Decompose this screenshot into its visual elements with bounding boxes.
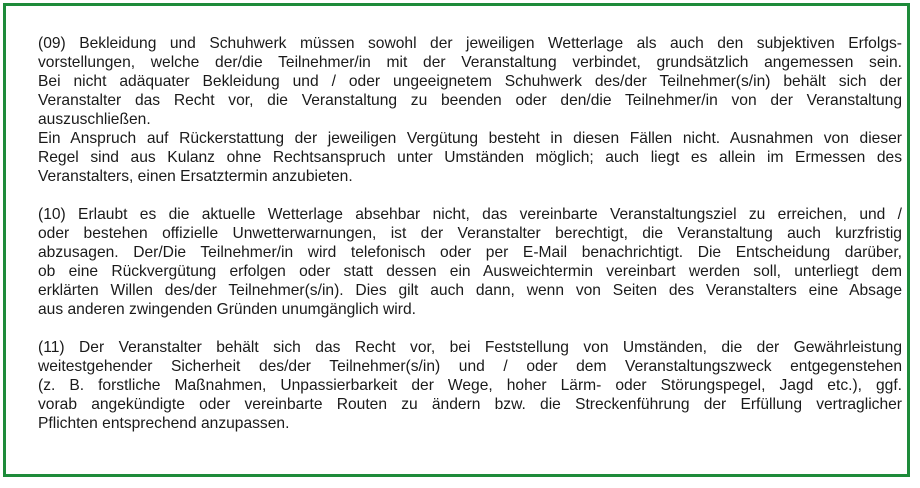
paragraph-line: auszuschließen. — [38, 111, 151, 128]
paragraph-line: weitestgehender Sicherheit des/der Teilnehmer(s/in) und / oder dem Veranstaltungszweck entgegenstehen — [38, 358, 902, 375]
paragraph-line: (10) Erlaubt es die aktuelle Wetterlage absehbar nicht, das vereinbarte Veranstaltungsziel zu erreichen, und / — [38, 206, 902, 223]
paragraph-line: Veranstalters, einen Ersatztermin anzubieten. — [38, 168, 353, 185]
paragraph-line: Veranstalter das Recht vor, die Veranstaltung zu beenden oder den/die Teilnehmer/in von der Veranstaltung — [38, 92, 902, 109]
paragraph-line: Bei nicht adäquater Bekleidung und / oder ungeeignetem Schuhwerk des/der Teilnehmer(s/in) behält sich der — [38, 73, 902, 90]
paragraph-line: (09) Bekleidung und Schuhwerk müssen sowohl der jeweiligen Wetterlage als auch den subjektiven Erfolgs- — [38, 35, 902, 52]
paragraph-line: oder bestehen offizielle Unwetterwarnungen, ist der Veranstalter berechtigt, die Veranstaltung auch kurzfristig — [38, 225, 902, 242]
paragraph-line: Regel sind aus Kulanz ohne Rechtsanspruch unter Umständen möglich; auch liegt es allein im Ermessen des — [38, 149, 902, 166]
paragraph-line: (z. B. forstliche Maßnahmen, Unpassierbarkeit der Wege, hoher Lärm- oder Störungspegel, Jagd etc.), ggf. — [38, 377, 902, 394]
paragraph-line: vorab angekündigte oder vereinbarte Routen zu ändern bzw. die Streckenführung der Erfüllung vertraglicher — [38, 396, 902, 413]
paragraph-line: abzusagen. Der/Die Teilnehmer/in wird telefonisch oder per E-Mail benachrichtigt. Die Entscheidung darüber, — [38, 244, 902, 261]
paragraph-line: Ein Anspruch auf Rückerstattung der jeweiligen Vergütung besteht in diesen Fällen nicht. Ausnahmen von dieser — [38, 130, 902, 147]
paragraph-line: erklärten Willen des/der Teilnehmer(s/in). Dies gilt auch dann, wenn von Seiten des Veranstalters eine Absage — [38, 282, 902, 299]
paragraph-11 — [38, 338, 902, 433]
terms-content — [38, 34, 902, 433]
paragraph-10 — [38, 205, 902, 319]
paragraph-line: vorstellungen, welche der/die Teilnehmer/in mit der Veranstaltung verbindet, grundsätzlich angemessen sein. — [38, 54, 902, 71]
paragraph-line: Pflichten entsprechend anzupassen. — [38, 415, 290, 432]
paragraph-line: aus anderen zwingenden Gründen unumgänglich wird. — [38, 301, 416, 318]
paragraph-line: (11) Der Veranstalter behält sich das Recht vor, bei Feststellung von Umständen, die der Gewährleistung — [38, 339, 902, 356]
terms-frame — [3, 3, 910, 477]
paragraph-line: ob eine Rückvergütung erfolgen oder statt dessen ein Ausweichtermin vereinbart werden soll, unterliegt dem — [38, 263, 902, 280]
paragraph-09 — [38, 34, 902, 186]
